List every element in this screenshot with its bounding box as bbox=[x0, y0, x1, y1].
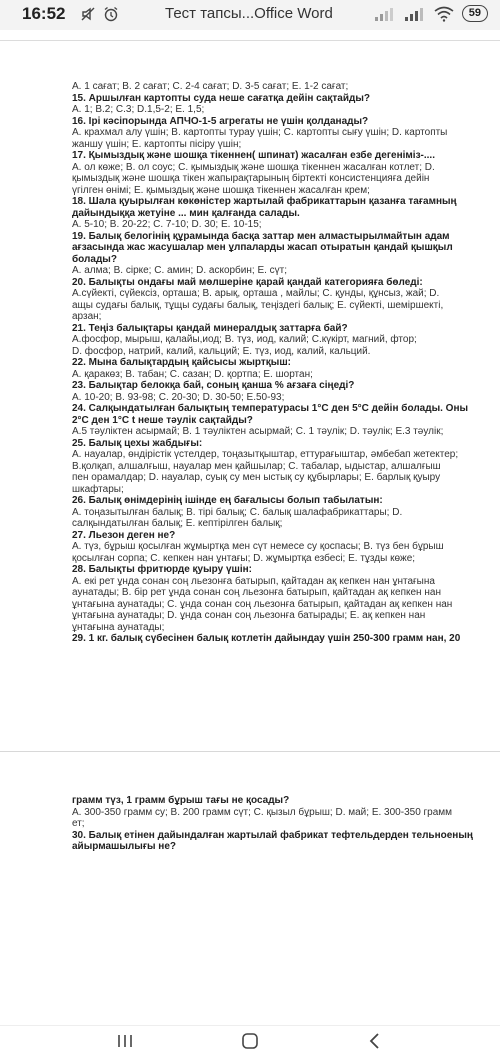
answer-line: A.фосфор, мырыш, қалайы,иод; B. түз, иод, калий; C.күкірт, магний, фтор; bbox=[72, 334, 417, 345]
document-page-2[interactable] bbox=[72, 795, 490, 853]
answer-line: ащы судағы балық, тұщы судағы балық, теңіздегі балық; E. сүйекті, шеміршекті, bbox=[72, 299, 444, 311]
question-line: ағзасында жас жасушалар мен ұлпаларды жасап отыратын қандай қышқыл bbox=[72, 242, 453, 253]
question-line: 29. 1 кг. балық сүбесінен балық котлетін дайындау үшін 250-300 грамм нан, 20 bbox=[72, 633, 461, 644]
document-page-1[interactable] bbox=[72, 81, 490, 645]
answer-line: ұнтағына аунатады; bbox=[72, 621, 165, 633]
answer-line: A. науалар, өндірістік үстелдер, тоңазытқыштар, еттурағыштар, әмбебап жетектер; bbox=[72, 449, 459, 460]
question-line: 16. Ірі кәсіпорында АПЧО-1-5 агрегаты не үшін қолданады? bbox=[72, 115, 369, 127]
answer-line: D. фосфор, натрий, калий, кальций; E. түз, иод, калий, кальций. bbox=[72, 345, 371, 357]
answer-line: A. тоңазытылған балық; B. тірі балық; C. балық шалафабрикаттары; D. bbox=[72, 506, 403, 518]
question-line: 17. Қымыздық және шошқа тікеннен( шпинат) жасалған езбе дегеніміз-.... bbox=[72, 150, 435, 161]
question-line: грамм түз, 1 грамм бұрыш тағы не қосады? bbox=[72, 795, 290, 806]
question-line: 24. Салқындатылған балықтың температурасы 1°С ден 5°С дейін болады. Оны bbox=[72, 403, 469, 414]
answer-line: A. 1; B.2; C.3; D.1,5-2; E. 1,5; bbox=[72, 104, 205, 115]
answer-line: A.сүйекті, сүйексіз, орташа; B. арық, орташа , майлы; C. қунды, құнсыз, жай; D. bbox=[72, 288, 440, 299]
answer-line: ет; bbox=[72, 818, 85, 829]
answer-line: ұнтағына аунатады; C. ұнда сонан соң льезонға батырып, қайтадан ақ кепкен нан bbox=[72, 598, 453, 610]
question-line: 2°С ден 1°С t неше тәулік сақтайды? bbox=[72, 414, 253, 426]
answer-line: A. екі рет ұнда сонан соң льезонға батырып, қайтадан ақ кепкен нан ұнтағына bbox=[72, 575, 435, 587]
back-icon[interactable] bbox=[365, 1032, 385, 1050]
answer-line: аунатады; B. бір рет ұнда сонан соң льезонға батырып, қайтадан ақ кепкен нан bbox=[72, 587, 441, 598]
answer-line: A.5 тәуліктен асырмай; B. 1 тәуліктен асырмай; C. 1 тәулік; D. тәулік; E.3 тәулік; bbox=[72, 426, 444, 437]
signal-icon bbox=[374, 6, 396, 22]
answer-line: шкафтары; bbox=[72, 483, 124, 495]
recent-apps-icon[interactable] bbox=[115, 1032, 135, 1050]
status-bar bbox=[0, 0, 500, 30]
question-line: 25. Балық цехы жабдығы: bbox=[72, 437, 203, 449]
page-break bbox=[0, 751, 500, 752]
question-line: 15. Аршылған картопты суда неше сағатқа дейін сақтайды? bbox=[72, 92, 371, 104]
question-line: 19. Балық белогінің құрамында басқа заттар мен алмастырылмайтын адам bbox=[72, 230, 450, 242]
question-line: болады? bbox=[72, 253, 117, 265]
answer-line: A. 5-10; B. 20-22; C. 7-10; D. 30; E. 10-15; bbox=[72, 219, 262, 230]
clock: 16:52 bbox=[22, 4, 66, 23]
answer-line: пен орамалдар; D. науалар, суық су мен ыстық су құбырлары; E. барлық қуыру bbox=[72, 472, 441, 483]
answer-line: B.қолқап, алшалғыш, науалар мен қайшылар; C. табалар, ыдыстар, алшалғыш bbox=[72, 460, 441, 472]
alarm-icon bbox=[103, 6, 119, 22]
question-line: 26. Балық өнімдерінің ішінде ең бағалысы болып табылатын: bbox=[72, 495, 383, 506]
answer-line: ұнтағына аунатады; D. ұнда сонан соң льезонға батырады; E. ақ кепкен нан bbox=[72, 610, 426, 621]
answer-line: A. 300-350 грамм су; B. 200 грамм сүт; C. қызыл бұрыш; D. май; E. 300-350 грамм bbox=[72, 806, 453, 818]
answer-line: үгілген өнімі; E. қымыздық және шошқа тікеннен жасалған крем; bbox=[72, 184, 370, 196]
answer-line: A. 1 сағат; B. 2 сағат; C. 2-4 сағат; D. 3-5 сағат; E. 1-2 сағат; bbox=[72, 81, 349, 92]
answer-line: арзан; bbox=[72, 311, 102, 322]
answer-line: A. крахмал алу үшін; B. картопты турау үшін; C. картопты сығу үшін; D. картопты bbox=[72, 127, 448, 138]
answer-line: қымыздық және шошқа тікен жапырақтарының біртекті консистенцияға дейін bbox=[72, 173, 430, 184]
app-title: Тест тапсы...Office Word bbox=[165, 5, 333, 22]
question-line: 28. Балықты фритюрде қуыру үшін: bbox=[72, 564, 252, 575]
signal-icon-2 bbox=[404, 6, 426, 22]
question-line: 21. Теңіз балықтары қандай минералдық заттарға бай? bbox=[72, 322, 348, 334]
answer-line: қосылған сорпа; C. кепкен нан ұнтағы; D. жұмыртқа езбесі; E. тұзды көже; bbox=[72, 552, 416, 564]
answer-line: A. қаракөз; B. табан; C. сазан; D. қортпа; E. шортан; bbox=[72, 368, 313, 380]
battery-icon bbox=[462, 5, 488, 22]
question-line: дайындыққа жетуіне ... мин қалғанда салады. bbox=[72, 207, 300, 219]
wifi-icon bbox=[434, 6, 454, 22]
mute-icon bbox=[80, 6, 96, 22]
answer-line: A. түз, бұрыш қосылған жұмыртқа мен сүт немесе су қоспасы; B. түз бен бұрыш bbox=[72, 541, 444, 552]
question-line: 30. Балық етінен дайындалған жартылай фабрикат тефтельдерден тельноеның bbox=[72, 829, 473, 841]
home-icon[interactable] bbox=[240, 1032, 260, 1050]
answer-line: салқындатылған балық; E. кептірілген балық; bbox=[72, 518, 283, 529]
status-icons-right bbox=[374, 5, 488, 22]
answer-line: A. ол көже; B. ол соус; C. қымыздық және шошқа тікеннен жасалған котлет; D. bbox=[72, 161, 435, 173]
system-nav-bar bbox=[0, 1025, 500, 1055]
page-edge bbox=[0, 40, 500, 41]
question-line: 20. Балықты ондағы май мөлшеріне қарай қандай категорияға бөледі: bbox=[72, 276, 423, 288]
answer-line: A. 10-20; B. 93-98; C. 20-30; D. 30-50; E.50-93; bbox=[72, 391, 285, 403]
question-line: айырмашылығы не? bbox=[72, 841, 177, 852]
answer-line: жаншу үшін; E. картопты пісіру үшін; bbox=[72, 138, 242, 150]
answer-line: A. алма; B. сірке; C. амин; D. аскорбин; E. сүт; bbox=[72, 265, 288, 276]
battery-level: 59 bbox=[468, 7, 481, 19]
question-line: 22. Мына балықтардың қайсысы жыртқыш: bbox=[72, 357, 291, 368]
status-icons-left bbox=[80, 6, 119, 22]
question-line: 18. Шала қуырылған көкөністер жартылай фабрикаттарын қазанға тағамның bbox=[72, 196, 457, 207]
question-line: 27. Льезон деген не? bbox=[72, 529, 176, 541]
question-line: 23. Балықтар белокқа бай, соның қанша % ағзаға сіңеді? bbox=[72, 380, 355, 391]
